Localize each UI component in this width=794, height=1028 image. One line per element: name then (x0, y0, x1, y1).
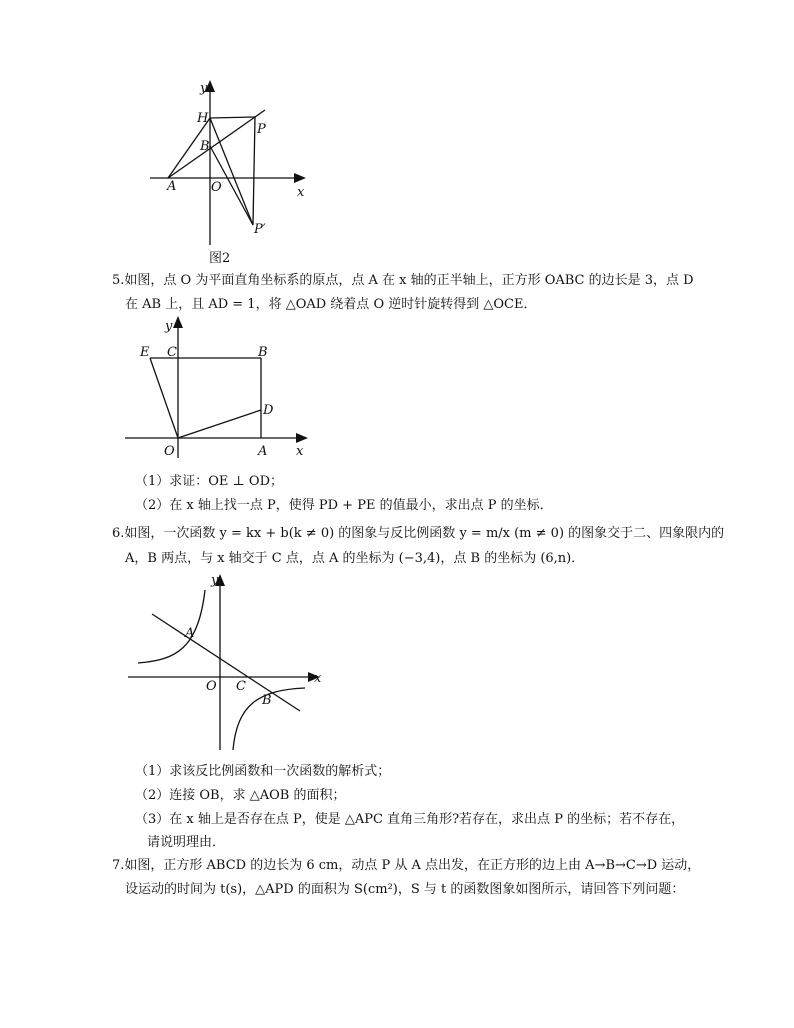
q5-label-O: O (164, 444, 175, 459)
q6-line2: A，B 两点，与 x 轴交于 C 点，点 A 的坐标为 (−3,4)，点 B 的坐标为 (6,n)． (125, 551, 585, 566)
fig2-label-x: x (297, 185, 305, 200)
fig2-label-O: O (211, 180, 222, 195)
q5-line1: 5.如图，点 O 为平面直角坐标系的原点，点 A 在 x 轴的正半轴上，正方形 OABC 的边长是 3，点 D (112, 273, 694, 288)
q7-line2: 设运动的时间为 t(s)，△APD 的面积为 S(cm²)，S 与 t 的函数图象如图所示，请回答下列问题： (125, 882, 685, 897)
q6-line1: 6.如图，一次函数 y = kx + b(k ≠ 0) 的图象与反比例函数 y = m/x (m ≠ 0) 的图象交于二、四象限内的 (112, 526, 725, 541)
q6-label-B: B (262, 693, 272, 708)
fig2-caption: 图2 (209, 251, 231, 266)
q5-label-x: x (296, 444, 304, 459)
q6-label-C: C (236, 679, 246, 694)
q6-label-x: x (314, 671, 322, 686)
q5-sub1: （1）求证：OE ⊥ OD； (135, 474, 283, 489)
q6-label-y: y (211, 573, 219, 588)
q5-label-D: D (263, 403, 274, 418)
fig2-label-B: B (200, 139, 210, 154)
q6-label-O: O (206, 679, 217, 694)
q6-sub3-cont: 请说明理由． (147, 835, 226, 850)
fig2-label-P: P (257, 122, 266, 137)
fig2-label-y: y (200, 81, 208, 96)
q5-label-C: C (167, 345, 177, 360)
q6-sub3: （3）在 x 轴上是否存在点 P，使是 △APC 直角三角形?若存在，求出点 P 的坐标；若不存在， (135, 812, 685, 827)
q5-label-y: y (165, 319, 173, 334)
q7-line1: 7.如图，正方形 ABCD 的边长为 6 cm，动点 P 从 A 点出发，在正方形的边上由 A→B→C→D 运动， (112, 858, 701, 873)
fig2-label-A: A (167, 179, 177, 194)
q5-line2: 在 AB 上，且 AD = 1，将 △OAD 绕着点 O 逆时针旋转得到 △OCE． (125, 297, 537, 312)
q6-sub1: （1）求该反比例函数和一次函数的解析式； (135, 764, 391, 779)
q5-label-E: E (140, 345, 150, 360)
fig2-label-H: H (197, 111, 209, 126)
q6-sub2: （2）连接 OB，求 △AOB 的面积； (135, 788, 346, 803)
q6-label-A: A (185, 626, 195, 641)
fig2-label-Pprime: P′ (254, 222, 266, 237)
q5-label-B: B (258, 345, 268, 360)
q5-label-A: A (258, 444, 268, 459)
q5-sub2: （2）在 x 轴上找一点 P，使得 PD + PE 的值最小，求出点 P 的坐标． (135, 498, 553, 513)
